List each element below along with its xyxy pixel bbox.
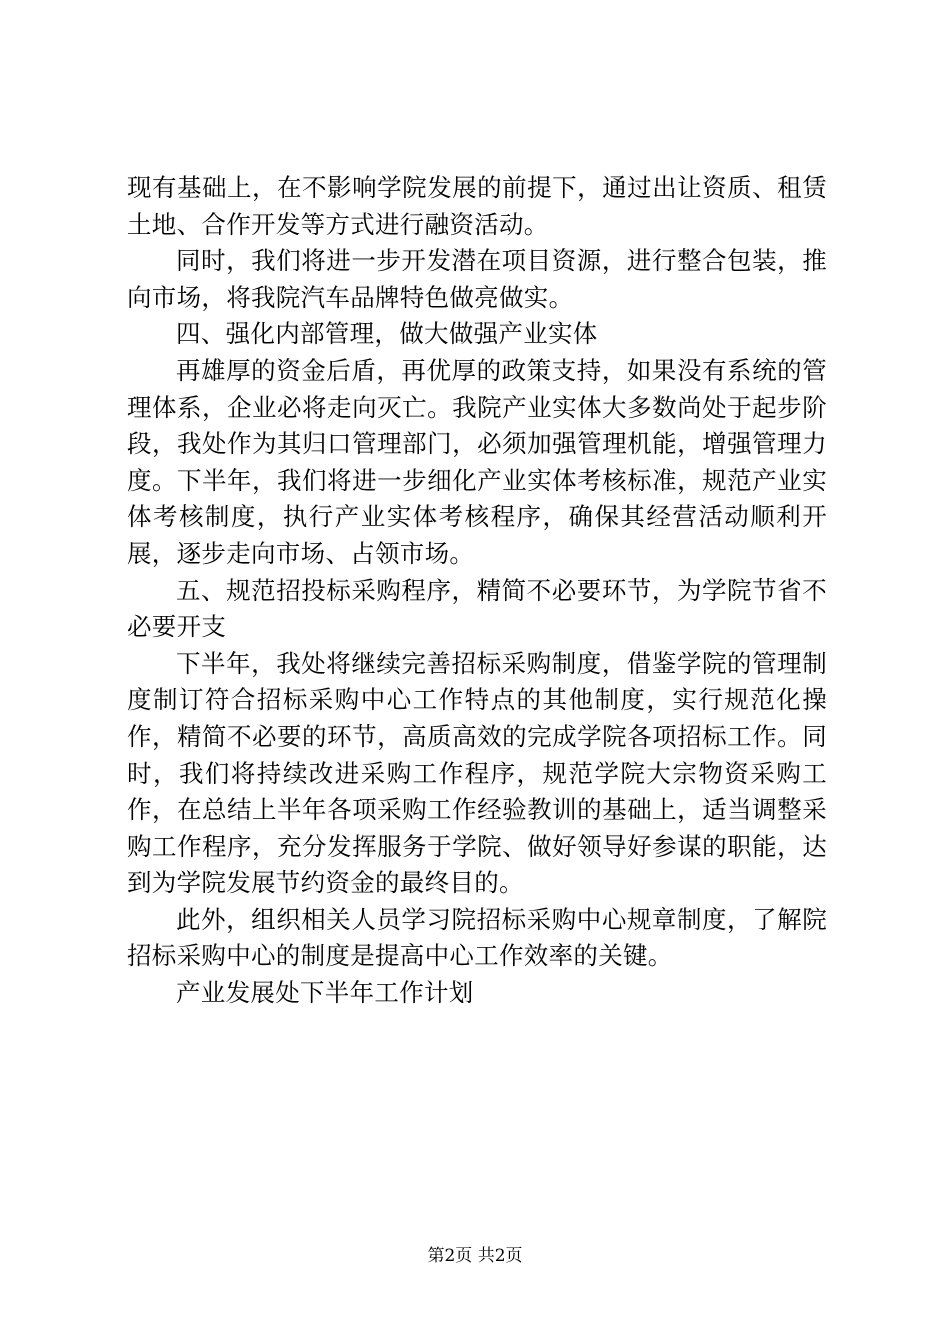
paragraph-continuation: 现有基础上，在不影响学院发展的前提下，通过出让资质、租赁土地、合作开发等方式进行融资活动。: [127, 173, 827, 239]
document-title-line: 产业发展处下半年工作计划: [176, 978, 474, 1008]
paragraph-procurement-plan: 下半年，我处将继续完善招标采购制度，借鉴学院的管理制度制订符合招标采购中心工作特点的其他制度，实行规范化操作，精简不必要的环节，高质高效的完成学院各项招标工作。同时，我们将持续改进采购工作程序，规范学院大宗物资采购工作，在总结上半年各项采购工作经验教训的基础上，适当调整采购工作程序，充分发挥服务于学院、做好领导好参谋的职能，达到为学院发展节约资金的最终目的。: [127, 648, 827, 898]
paragraph-project-resources: 同时，我们将进一步开发潜在项目资源，进行整合包装，推向市场，将我院汽车品牌特色做亮做实。: [127, 246, 827, 312]
paragraph-management-system: 再雄厚的资金后盾，再优厚的政策支持，如果没有系统的管理体系，企业必将走向灭亡。我院产业实体大多数尚处于起步阶段，我处作为其归口管理部门，必须加强管理机能，增强管理力度。下半年，我们将进一步细化产业实体考核标准，规范产业实体考核制度，执行产业实体考核程序，确保其经营活动顺利开展，逐步走向市场、占领市场。: [127, 355, 827, 568]
section-heading-procurement: 五、规范招投标采购程序，精简不必要环节，为学院节省不必要开支: [127, 575, 827, 642]
document-body: [127, 170, 827, 1012]
page-footer: [0, 1245, 950, 1267]
section-heading-internal-management: 四、强化内部管理，做大做强产业实体: [176, 319, 598, 349]
page-number: 第2页 共2页: [427, 1246, 523, 1266]
paragraph-training: 此外，组织相关人员学习院招标采购中心规章制度，了解院招标采购中心的制度是提高中心工作效率的关键。: [127, 904, 827, 971]
